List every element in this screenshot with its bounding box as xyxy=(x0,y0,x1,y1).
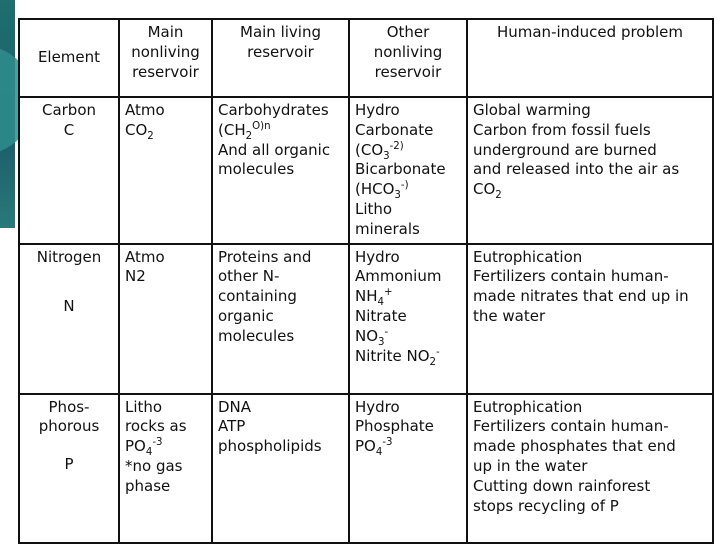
cell-text: underground are burned xyxy=(473,140,657,159)
header-main-nonliving: Main nonliving reservoir xyxy=(119,19,212,97)
subscript: 4 xyxy=(375,447,383,459)
main-nonliving-cell xyxy=(119,97,212,244)
element-cell xyxy=(19,394,119,543)
table-row xyxy=(19,244,713,394)
cell-line xyxy=(355,200,461,240)
cell-text: Phosphate xyxy=(355,417,434,436)
cell-text: Hydro xyxy=(355,397,400,416)
element-name-part2: phorous xyxy=(38,417,100,436)
cell-text: Carbohydrates xyxy=(218,101,329,119)
cell-line xyxy=(355,141,461,161)
cell-line xyxy=(125,417,206,437)
other-nonliving-cell xyxy=(349,244,467,394)
main-nonliving-cell xyxy=(119,394,212,543)
subscript: 2 xyxy=(147,130,154,142)
cell-text: (CH xyxy=(218,120,246,139)
cell-text: *no gas xyxy=(125,456,183,475)
cell-line xyxy=(473,437,707,457)
cell-line xyxy=(218,101,343,121)
cell-text: Nitrite NO xyxy=(355,346,430,365)
superscript: -3 xyxy=(152,437,163,449)
cell-text: CO xyxy=(125,120,148,139)
cell-line xyxy=(355,248,461,268)
cell-line xyxy=(473,267,707,287)
cell-line xyxy=(355,398,461,418)
cell-line xyxy=(473,248,707,268)
cell-text: organic xyxy=(218,306,274,325)
cell-text: ATP xyxy=(218,417,246,436)
cell-line xyxy=(125,248,206,268)
cell-line xyxy=(218,417,343,437)
cell-text: Ammonium xyxy=(355,267,442,286)
cell-text: the water xyxy=(473,306,546,325)
cell-line xyxy=(473,307,707,327)
cell-line xyxy=(218,307,343,327)
cell-text: PO xyxy=(125,437,146,456)
cell-line xyxy=(355,437,461,457)
cell-line xyxy=(355,287,461,307)
cell-text: molecules xyxy=(218,160,295,179)
other-nonliving-cell xyxy=(349,394,467,543)
cell-text: containing xyxy=(218,287,297,306)
superscript: - xyxy=(436,346,440,358)
cell-line xyxy=(473,121,707,141)
cell-line xyxy=(355,121,461,141)
cell-text: Atmo xyxy=(125,101,165,119)
element-name-part1: Phos- xyxy=(48,397,90,416)
cell-line xyxy=(355,160,461,180)
cell-line xyxy=(355,347,461,367)
cell-line xyxy=(218,437,343,457)
cell-line xyxy=(473,417,707,437)
subscript: 4 xyxy=(145,447,153,459)
cell-text: Litho xyxy=(125,397,163,416)
cell-text: Proteins and xyxy=(218,247,312,266)
cell-text: NH xyxy=(355,287,378,306)
subscript: 2 xyxy=(495,190,502,202)
cell-text: Nitrate xyxy=(355,306,407,325)
superscript: -) xyxy=(400,180,409,192)
cell-text: NO xyxy=(355,326,379,345)
cell-text: Global warming xyxy=(473,101,591,119)
superscript: - xyxy=(384,326,389,338)
cell-text: Atmo xyxy=(125,247,165,266)
element-symbol: N xyxy=(63,297,75,316)
cell-text: Hydro xyxy=(355,101,400,119)
table-row xyxy=(19,394,713,543)
cell-line xyxy=(355,417,461,437)
cell-text: Litho minerals xyxy=(355,199,420,238)
cell-text: rocks as xyxy=(125,417,187,436)
cell-text: Bicarbonate xyxy=(355,160,446,179)
element-cell xyxy=(19,97,119,244)
subscript: 3 xyxy=(383,150,390,162)
cell-line xyxy=(473,457,707,477)
table-row xyxy=(19,97,713,244)
cell-text: (CO xyxy=(355,140,384,159)
cell-line xyxy=(355,307,461,327)
cell-line xyxy=(125,457,206,477)
cell-text: Fertilizers contain human- xyxy=(473,267,669,286)
cell-line xyxy=(218,160,343,180)
cell-line xyxy=(473,160,707,180)
cell-text: up in the water xyxy=(473,456,588,475)
cell-text: and released into the air as xyxy=(473,160,680,179)
cell-text: phospholipids xyxy=(218,437,322,456)
cell-line xyxy=(218,327,343,347)
element-name: Carbon xyxy=(41,101,97,119)
main-living-cell xyxy=(212,394,349,543)
cell-text: molecules xyxy=(218,326,295,345)
cell-line xyxy=(218,248,343,268)
cell-text: And all organic xyxy=(218,140,331,159)
cell-text: Fertilizers contain human- xyxy=(473,417,669,436)
cell-line xyxy=(473,477,707,497)
cell-text: DNA xyxy=(218,397,252,416)
element-cell xyxy=(19,244,119,394)
cell-text: Hydro xyxy=(355,247,400,266)
main-nonliving-cell xyxy=(119,244,212,394)
cell-line xyxy=(473,497,707,517)
cell-line xyxy=(355,327,461,347)
biogeochemical-cycles-table xyxy=(18,18,714,544)
human-problem-cell xyxy=(467,97,713,244)
cell-line xyxy=(218,287,343,307)
cell-line xyxy=(355,180,461,200)
main-living-cell xyxy=(212,244,349,394)
cell-text: made phosphates that end xyxy=(473,437,676,456)
cell-line xyxy=(218,398,343,418)
header-other-nonliving: Other nonliving reservoir xyxy=(349,19,467,97)
cell-line xyxy=(125,437,206,457)
cell-line xyxy=(125,477,206,497)
superscript: -2) xyxy=(389,140,404,152)
cell-line xyxy=(473,180,707,200)
superscript: O)n xyxy=(252,120,271,132)
cell-line xyxy=(473,287,707,307)
cell-text: (HCO xyxy=(355,180,395,199)
header-row xyxy=(19,19,713,97)
other-nonliving-cell xyxy=(349,97,467,244)
cell-line xyxy=(355,267,461,287)
cell-line xyxy=(218,141,343,161)
superscript: -3 xyxy=(382,437,393,449)
cell-line xyxy=(473,141,707,161)
cell-line xyxy=(355,101,461,121)
cell-text: Carbonate xyxy=(355,120,434,139)
cell-text: N2 xyxy=(125,267,146,286)
cell-text: Cutting down rainforest xyxy=(473,476,651,495)
cell-text: Eutrophication xyxy=(473,397,583,416)
cell-text: other N- xyxy=(218,267,280,286)
element-symbol: P xyxy=(64,455,74,474)
cell-line xyxy=(125,121,206,141)
cell-line xyxy=(125,101,206,121)
cell-line xyxy=(218,121,343,141)
header-human-problem: Human-induced problem xyxy=(467,19,713,97)
main-living-cell xyxy=(212,97,349,244)
subscript: 3 xyxy=(394,190,401,202)
subscript: 3 xyxy=(378,336,385,348)
element-name: Nitrogen xyxy=(36,247,102,266)
cell-text: PO xyxy=(355,437,376,456)
header-main-living: Main living reservoir xyxy=(212,19,349,97)
cell-line xyxy=(218,267,343,287)
cell-line xyxy=(125,398,206,418)
cell-text: phase xyxy=(125,476,171,495)
header-element: Element xyxy=(19,19,119,97)
element-symbol: C xyxy=(63,120,75,139)
subscript: 4 xyxy=(377,297,384,309)
cell-line xyxy=(125,267,206,287)
cell-text: stops recycling of P xyxy=(473,496,619,515)
subscript: 2 xyxy=(429,356,436,368)
cell-text: made nitrates that end up in xyxy=(473,287,689,306)
superscript: + xyxy=(383,287,393,299)
human-problem-cell xyxy=(467,394,713,543)
cell-line xyxy=(473,101,707,121)
cell-text: CO xyxy=(473,180,496,199)
human-problem-cell xyxy=(467,244,713,394)
cell-text: Carbon from fossil fuels xyxy=(473,120,651,139)
cell-line xyxy=(473,398,707,418)
cell-text: Eutrophication xyxy=(473,247,583,266)
subscript: 2 xyxy=(245,130,253,142)
